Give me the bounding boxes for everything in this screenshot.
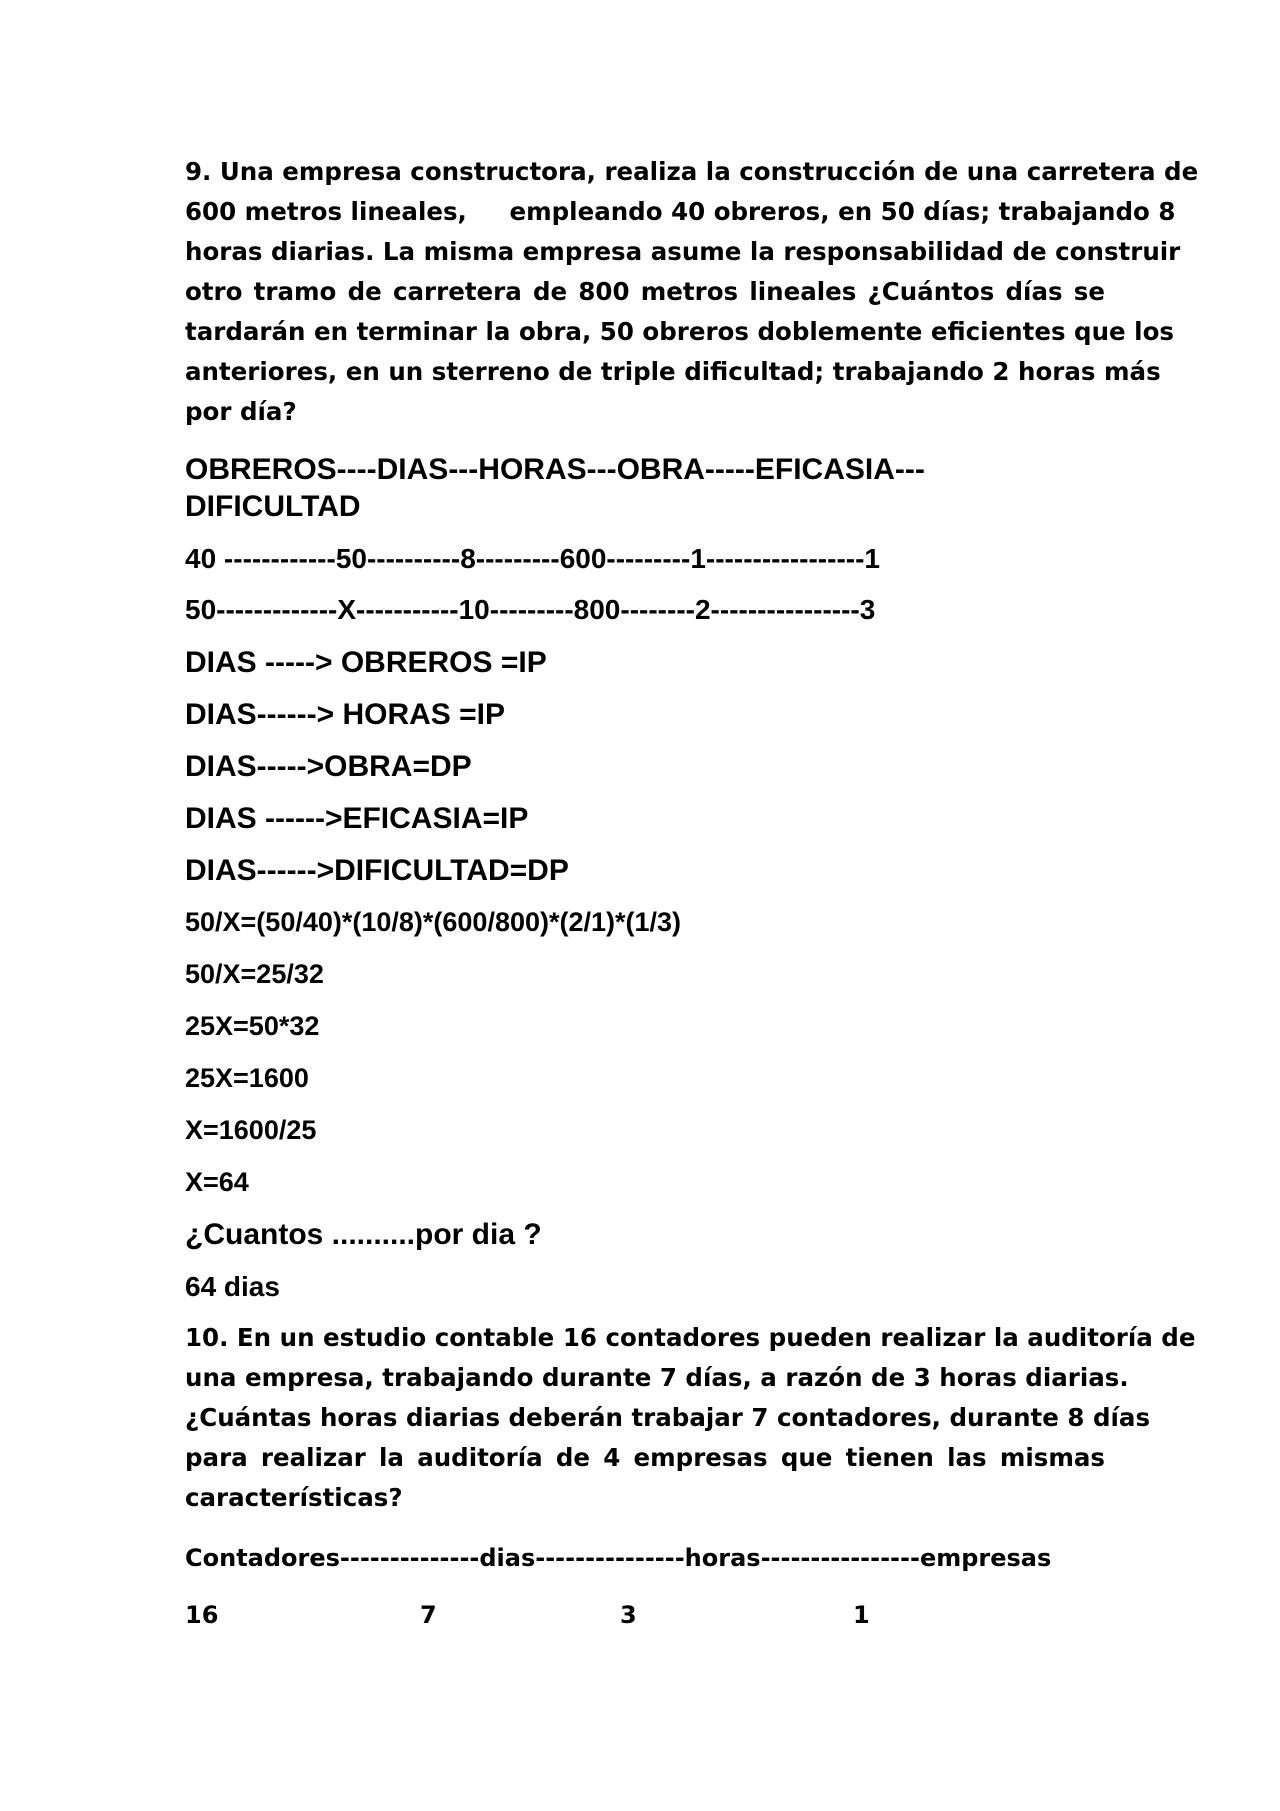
calculation-step: X=64: [185, 1167, 249, 1197]
problem-9-line: 600 metros lineales, empleando 40 obreros, en 50 días; trabajando 8: [185, 197, 1176, 226]
calculation-step: 25X=50*32: [185, 1011, 320, 1041]
calculation-step: 50/X=(50/40)*(10/8)*(600/800)*(2/1)*(1/3): [185, 907, 682, 937]
table-10-value-dias: 7: [420, 1601, 437, 1629]
problem-9-line: tardarán en terminar la obra, 50 obreros doblemente eficientes que los: [185, 317, 1174, 346]
table-10-value-empresas: 1: [853, 1601, 870, 1629]
problem-10-statement: [185, 1318, 1196, 1518]
relation-line: DIAS------>DIFICULTAD=DP: [185, 854, 569, 887]
relation-line: DIAS ------>EFICASIA=IP: [185, 802, 529, 835]
relation-line: DIAS------> HORAS =IP: [185, 698, 506, 731]
calculation-step: 50/X=25/32: [185, 959, 324, 989]
variables-header-line-1: OBREROS----DIAS---HORAS---OBRA-----EFICASIA---: [185, 453, 925, 486]
values-row-2: 50-------------X-----------10---------800--------2----------------3: [185, 594, 876, 625]
calculation-step: X=1600/25: [185, 1115, 317, 1145]
problem-10-line: 10. En un estudio contable 16 contadores pueden realizar la auditoría de: [185, 1323, 1196, 1352]
problem-10-line: para realizar la auditoría de 4 empresas que tienen las mismas: [185, 1443, 1105, 1472]
problem-9-line: otro tramo de carretera de 800 metros lineales ¿Cuántos días se: [185, 277, 1105, 306]
problem-9-line: por día?: [185, 397, 297, 426]
variables-header-line-2: DIFICULTAD: [185, 490, 361, 523]
values-row-1: 40 ------------50----------8---------600---------1-----------------1: [185, 543, 880, 574]
calculation-step: 25X=1600: [185, 1063, 309, 1093]
problem-10-line: una empresa, trabajando durante 7 días, a razón de 3 horas diarias.: [185, 1363, 1129, 1392]
answer-line: 64 dias: [185, 1271, 280, 1302]
problem-9-statement: [185, 152, 1199, 432]
problem-9-line: horas diarias. La misma empresa asume la responsabilidad de construir: [185, 237, 1181, 266]
question-line: ¿Cuantos ..........por dia ?: [185, 1218, 542, 1251]
relation-line: DIAS----->OBRA=DP: [185, 750, 472, 783]
problem-9-line: 9. Una empresa constructora, realiza la construcción de una carretera de: [185, 157, 1199, 186]
table-10-header: Contadores--------------dias---------------horas----------------empresas: [185, 1544, 1052, 1572]
problem-10-line: ¿Cuántas horas diarias deberán trabajar 7 contadores, durante 8 días: [185, 1403, 1151, 1432]
table-10-value-contadores: 16: [185, 1601, 219, 1629]
problem-9-line: anteriores, en un sterreno de triple dificultad; trabajando 2 horas más: [185, 357, 1161, 386]
table-10-value-horas: 3: [620, 1601, 637, 1629]
problem-10-line: características?: [185, 1483, 403, 1512]
relation-line: DIAS -----> OBREROS =IP: [185, 646, 547, 679]
